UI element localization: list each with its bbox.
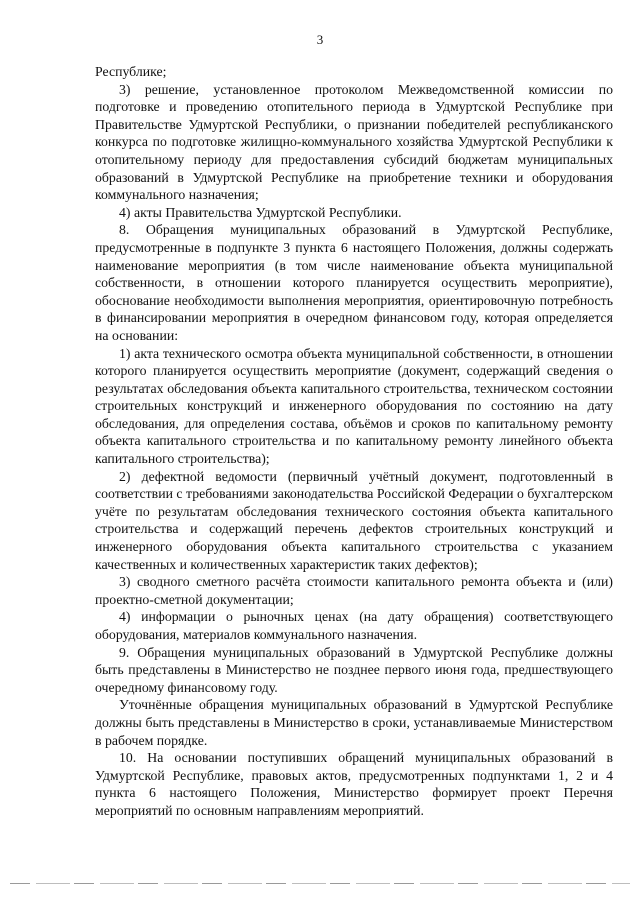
paragraph-refined-requests: Уточнённые обращения муниципальных образований в Удмуртской Республике должны быть представлены в Министерство в сроки, устанавливаемые Министерством в рабочем порядке. bbox=[95, 697, 613, 748]
paragraph-section-8: 8. Обращения муниципальных образований в Удмуртской Республике, предусмотренные в подпункте 3 пункта 6 настоящего Положения, должны содержать наименование мероприятия (в том числе наименование объекта муниципальной собственности, в отношении которого планируется осуществить мероприятие), обоснование необходимости выполнения мероприятия, ориентировочную потребность в финансировании мероприятия в очередном финансовом году, которая определяется на основании: bbox=[95, 222, 613, 343]
paragraph-section-9: 9. Обращения муниципальных образований в Удмуртской Республике должны быть представлены в Министерство не позднее первого июня года, предшествующего очередному финансовому году. bbox=[95, 644, 613, 695]
document-body bbox=[95, 63, 613, 820]
paragraph-item-4-acts: 4) акты Правительства Удмуртской Республики. bbox=[119, 204, 402, 220]
paragraph-continuation: Республике; bbox=[95, 64, 167, 79]
scan-artifact-line bbox=[10, 883, 630, 884]
paragraph-section-10: 10. На основании поступивших обращений муниципальных образований в Удмуртской Республике, правовых актов, предусмотренных подпунктами 1, 2 и 4 пункта 6 настоящего Положения, Министерство формирует проект Перечня мероприятий по основным направлениям мероприятий. bbox=[95, 750, 613, 818]
paragraph-subitem-3-estimate: 3) сводного сметного расчёта стоимости капитального ремонта объекта и (или) проектно-сметной документации; bbox=[95, 574, 613, 607]
paragraph-item-3-decision: 3) решение, установленное протоколом Межведомственной комиссии по подготовке и проведению отопительного периода в Удмуртской Республике при Правительстве Удмуртской Республики, о признании победителей республиканского конкурса по подготовке жилищно-коммунального хозяйства Удмуртской Республики к отопительному периоду для предоставления субсидий бюджетам муниципальных образований в Удмуртской Республике на приобретение техники и оборудования коммунального назначения; bbox=[95, 81, 613, 203]
page-number: 3 bbox=[316, 32, 324, 47]
paragraph-subitem-2-defect-list: 2) дефектной ведомости (первичный учётный документ, подготовленный в соответствии с требованиями законодательства Российской Федерации о бухгалтерском учёте по результатам обследования технического состояния объекта капитального строительства и содержащий перечень дефектов строительных конструкций и инженерного оборудования объекта капитального строительства с указанием качественных и количественных характеристик таких дефектов); bbox=[95, 468, 613, 572]
paragraph-subitem-4-prices: 4) информации о рыночных ценах (на дату обращения) соответствующего оборудования, материалов коммунального назначения. bbox=[95, 609, 613, 642]
paragraph-subitem-1-inspection-act: 1) акта технического осмотра объекта муниципальной собственности, в отношении которого планируется осуществить мероприятие (документ, содержащий сведения о результатах обследования объекта капитального строительства, техническом состоянии строительных конструкций и инженерного оборудования по состоянию на дату обследования, для определения состава, объёмов и сроков по капитальному ремонту объекта капитального строительства и по капитальному ремонту линейного объекта капитального строительства); bbox=[95, 345, 613, 467]
